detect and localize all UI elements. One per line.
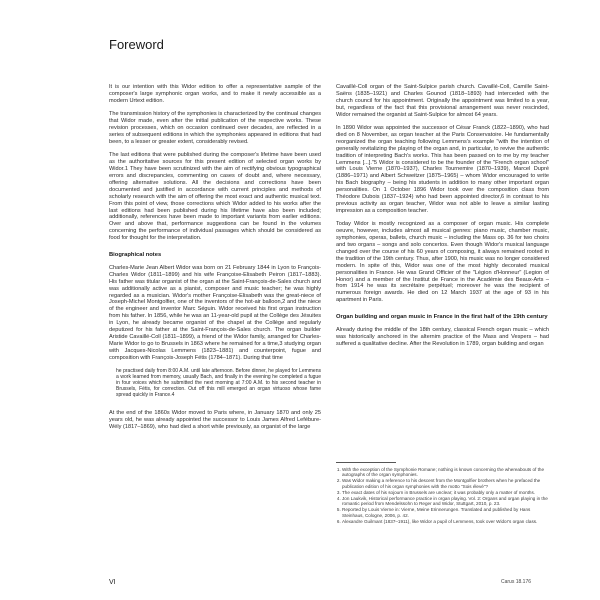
right-paragraph-3: Today Widor is mostly recognized as a composer of organ music. His complete oeuvre, however, includes almost all musical genres: piano music, chamber music, symphonies, operas, ballets, church music – including the Mass op. 36 for two choirs and two organs – songs and solo concertos. Even though Widor's musical language changed over the course of his 60 years of composing, it always remained rooted in the tradition of the 19th century. Thus, after 1900, his music was no longer considered modern. In spite of this, Widor was one of the most highly decorated musical personalities in France. He was Grand Officier of the "Légion d'Honneur" (Legion of Honor) and a member of the Institut de France in the Académie des Beaux-Arts – from 1914 he was its secrétaire perpétuel; moreover he was the recipient of numerous foreign awards. He died on 12 March 1937 at the age of 93 in his apartment in Paris. <box>336 221 549 304</box>
left-column <box>109 84 321 437</box>
intro-paragraph-1: It is our intention with this Widor edition to offer a representative sample of the composer's large symphonic organ works, and to make it newly accessible as a modern Urtext edition. <box>109 84 321 104</box>
intro-paragraph-3: The last editions that were published during the composer's lifetime have been used as the authoritative sources for this present edition of selected organ works by Widor.1 They have been scrutinized with the aim of rectifying obvious typographical errors and discrepancies, commenting on cases of doubt and, where necessary, offering alternative solutions. All the decisions and corrections have been documented and justified in accordance with current principles and methods of scholarly research with the aim of offering the most exact and authentic musical text. From this point of view, those corrections which Widor added to his works after the last editions had been published during his lifetime have also been included; additionally, references have been made to important variants from earlier editions. Over and above that, performance suggestions can be found in the volumes concerning the performance of individual passages which should be considered as food for thought for the interpretation. <box>109 152 321 242</box>
page-title: Foreword <box>109 37 164 52</box>
footnote-2: 2. Was Widor making a reference to his descent from the Montgolfier brothers when he prefaced the publication edition of his organ symphonies with the motto "Sois élevé"? <box>342 478 548 489</box>
footnote-6: 6. Alexandre Guilmant (1837–1911), like Widor a pupil of Lemmens, took over Widor's organ class. <box>342 519 548 524</box>
catalog-number: Carus 18.176 <box>501 579 532 585</box>
footnote-5: 5. Reported by Louis Vierne in: Vierne, Meine Erinnerungen. Translated and published by Hans Steinhaus, Cologne, 2006, p. 42. <box>342 507 548 518</box>
bio-paragraph-1: Charles-Marie Jean Albert Widor was born on 21 February 1844 in Lyon to François-Charles Widor (1811–1899) and his wife Françoise-Elisabeth Peiron (1817–1883). His father was titular organist of the organ at the Saint-François-de-Sales church and was additionally active as a pianist, composer and music teacher; he was highly regarded as a musician. Widor's mother Françoise-Elisabeth was the great-niece of Joseph-Michel Montgolfier, one of the inventors of the hot-air balloon,2 and the niece of the engineer and inventor Marc Séguin. Widor received his first organ instruction from his father. In 1856, while he was an 11-year-old pupil at the Collège des Jésuites in Lyon, he already became organist of the chapel at the Collège and regularly deputized for his father at the Saint-François-de-Sales church. The organ builder Aristide Cavaillé-Coll (1811–1899), a friend of the Widor family, arranged for Charles-Marie Widor to go to Brussels in 1863 where he remained for a time,3 studying organ with Jacques-Nicolas Lemmens (1823–1881) and counterpoint, fugue and composition with François-Joseph Fétis (1784–1871). During that time <box>109 264 321 361</box>
organ-building-heading: Organ building and organ music in France in the first half of the 19th century <box>336 314 548 321</box>
block-quote <box>116 368 321 398</box>
footnote-divider <box>336 462 396 463</box>
page-number: VI <box>109 579 116 586</box>
footnote-1: 1. With the exception of the Symphonie Romane; nothing is known concerning the whereabouts of the autographs of the organ symphonies. <box>342 467 548 478</box>
intro-paragraph-2: The transmission history of the symphonies is characterized by the continual changes that Widor made, even after the initial publication of the respective works. These revision processes, which on occasion continued over decades, are reflected in a series of subsequent editions in which the symphonies appeared in editions that had been, to a lesser or greater extent, considerably revised. <box>109 111 321 145</box>
bio-paragraph-2: At the end of the 1860s Widor moved to Paris where, in January 1870 and only 25 years old, he was already appointed the successor to Louis James Alfred Lefébure-Wély (1817–1869), who had died a short while previously, as organist of the large <box>109 410 321 430</box>
footnotes <box>336 462 548 525</box>
footnote-3: 3. The exact dates of his sojourn in Brussels are unclear; it was probably only a matter of months. <box>342 490 548 495</box>
right-column <box>336 84 549 354</box>
right-paragraph-1: Cavaillé-Coll organ of the Saint-Sulpice parish church. Cavaillé-Coll, Camille Saint-Saëns (1835–1921) and Charles Gounod (1818–1893) had interceded with the church council for his appointment. Originally the appointment was limited to a year, but, regardless of the fact that this provisional arrangement was never rescinded, Widor remained the organist at Saint-Sulpice for almost 64 years. <box>336 84 549 118</box>
biographical-notes-heading: Biographical notes <box>109 252 162 259</box>
footnote-4: 4. Jon Laukvik, Historical performance practice in organ playing. Vol. 2: Organs and organ playing in the romantic period from Mendelssohn to Reger and Widor, Stuttgart, 2010, p. 23. <box>342 496 548 507</box>
block-quote-text: he practised daily from 8:00 A.M. until late afternoon. Before dinner, he played for Lemmens a work learned from memory, usually Bach, and finally in the evening he completed a fugue in four voices which he submitted the next morning at 7:00 A.M. to his second teacher in Brussels, Fétis, for correction. Out off this mill emerged an organ virtuoso whose fame spread quickly in France.4 <box>116 368 321 399</box>
right-paragraph-4: Already during the middle of the 18th century, classical French organ music – which was historically anchored in the alternim practice of the Mass and Vespers – had suffered a qualitative decline. After the Revolution in 1789, organ building and organ <box>336 327 549 347</box>
right-paragraph-2: In 1890 Widor was appointed the successor of César Franck (1822–1890), who had died on 8 November, as organ teacher at the Paris Conservatoire. He fundamentally reorganized the organ teaching following Lemmens's example "with the intention of generally revitalizing the playing of the organ and, in particular, to revive the authentic tradition of interpreting Bach's works. This has been passed on to me by my teacher Lemmens [...]."5 Widor is considered to be the founder of the "French organ school" with Louis Vierne (1870–1937), Charles Tournemire (1870–1939), Marcel Dupré (1886–1971) and Albert Schweitzer (1875–1965) – whom Widor encouraged to write his Bach biography – being his students in addition to many other important organ personalities. On 1 October 1896 Widor took over the composition class from Théodore Dubois (1837–1924) who had been appointed director,6 in contrast to his previous activity as organ teacher, Widor was not able to leave a similar lasting impression as a composition teacher. <box>336 125 549 214</box>
